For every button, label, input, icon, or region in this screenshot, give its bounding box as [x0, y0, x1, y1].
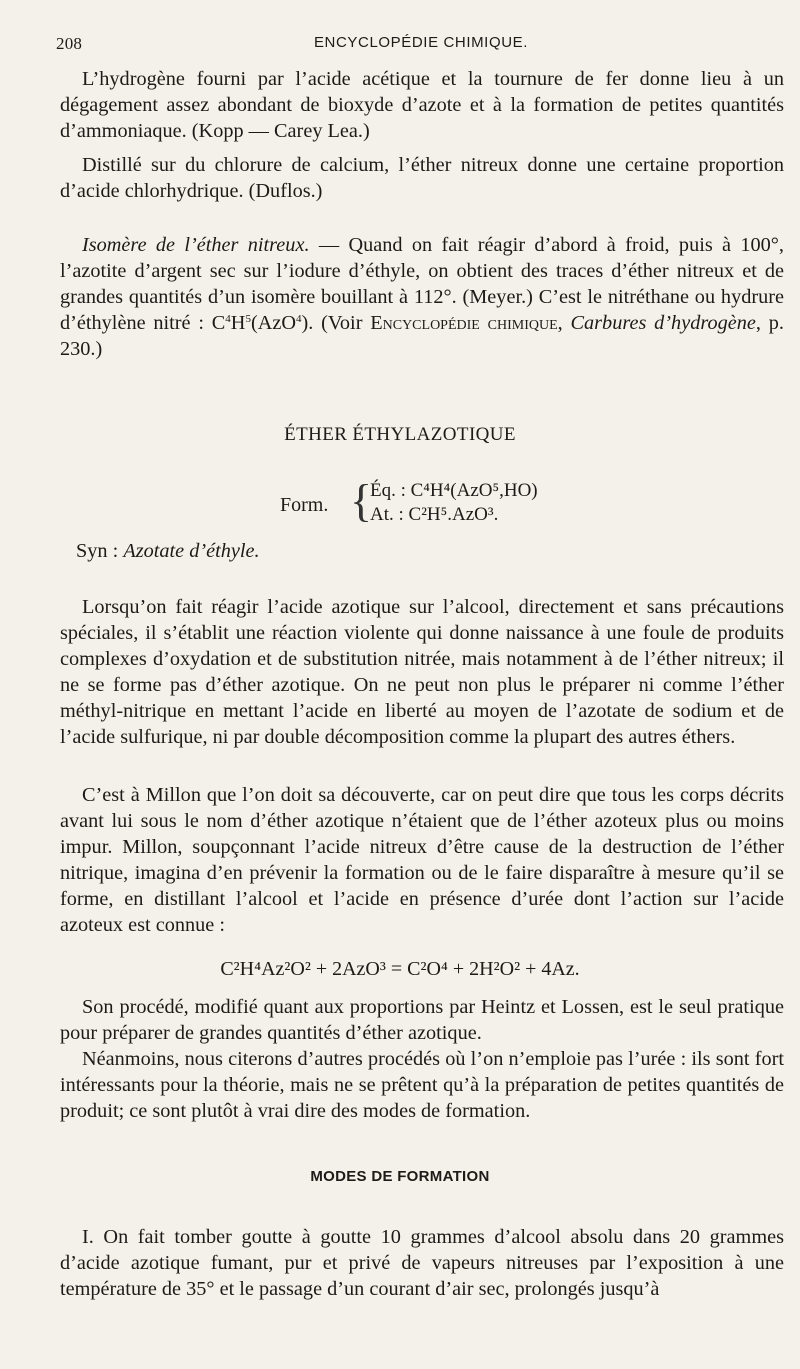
formula-block: [280, 474, 600, 534]
synonym-label: Syn :: [76, 540, 124, 562]
intro-paragraph-1: L’hydrogène fourni par l’acide acétique et la tournure de fer donne lieu à un dégagement assez abondant de bioxyde d’azote et à la formation de petites quantités d’ammoniaque. (Kopp — Carey Lea.): [60, 68, 784, 142]
synonym-line: [76, 540, 260, 563]
formula-label: Form.: [280, 494, 329, 516]
isomere-text: — Quand on fait réagir d’abord à froid, puis à 100°, l’azotite d’argent sec sur l’iodure d’éthyle, on obtient des traces d’éther nitreux et de grandes quantités d’un isomère bouillant à 112°. (Meyer.) C’est le nitréthane ou hydrure d’éthylène nitré : C: [60, 234, 784, 334]
formula-sup: 5: [245, 313, 251, 325]
modes-paragraph-1: I. On fait tomber goutte à goutte 10 grammes d’alcool absolu dans 20 grammes d’acide azotique fumant, pur et privé de vapeurs nitreuses par l’exposition à une température de 35° et le passage d’un courant d’air sec, prolongés jusqu’à: [60, 1226, 784, 1300]
brace-glyph: {: [350, 475, 373, 526]
cross-reference: Encyclopédie chimique: [370, 312, 558, 334]
body-paragraph-1: Lorsqu’on fait réagir l’acide azotique sur l’alcool, directement et sans précautions spéciales, il s’établit une réaction violente qui donne naissance à une foule de produits complexes d’oxydation et de substitution nitrée, mais notamment à de l’éther nitreux; il ne se forme pas d’éther azotique. On ne peut non plus le préparer ni comme l’éther méthyl-nitrique en mettant l’acide en liberté au moyen de l’azotate de sodium et de l’acide sulfurique, ni par double décomposition comme la plupart des autres éthers.: [60, 596, 784, 748]
formula-part: H: [230, 312, 246, 334]
section-title: ÉTHER ÉTHYLAZOTIQUE: [284, 424, 516, 445]
page-number: 208: [56, 34, 83, 53]
body-paragraph-2: C’est à Millon que l’on doit sa découverte, car on peut dire que tous les corps décrits avant lui sous le nom d’éther azotique n’étaient que de l’éther azoteux plus ou moins impur. Millon, soupçonnant l’acide nitreux d’être cause de la destruction de l’éther nitrique, imagina d’en prévenir la formation ou de le faire disparaître à mesure qu’il se forme, en distillant l’alcool et l’acide en présence d’urée dont l’action sur l’acide azoteux est connue :: [60, 784, 784, 936]
isomere-lead: Isomère de l’éther nitreux.: [82, 234, 310, 256]
reaction-equation: C²H⁴Az²O² + 2AzO³ = C²O⁴ + 2H²O² + 4Az.: [220, 958, 580, 980]
body-paragraph-3: Son procédé, modifié quant aux proportions par Heintz et Lossen, est le seul pratique pour préparer de grandes quantités d’éther azotique.: [60, 996, 784, 1044]
formula-part: (AzO: [250, 312, 297, 334]
isomere-text: ,: [557, 312, 571, 334]
isomere-text: , p. 230.): [60, 312, 784, 360]
cross-reference-title: Carbures d’hydrogène: [570, 312, 756, 334]
modes-title: MODES DE FORMATION: [310, 1168, 490, 1185]
running-header: [56, 34, 786, 58]
synonym-value: Azotate d’éthyle.: [123, 540, 260, 562]
formula-equivalent: Éq. : C⁴H⁴(AzO⁵,HO): [370, 480, 538, 501]
formula-sup: 4: [296, 313, 302, 325]
isomere-paragraph: [60, 232, 784, 362]
formula-atomic: At. : C²H⁵.AzO³.: [370, 504, 499, 525]
intro-paragraph-2: Distillé sur du chlorure de calcium, l’éther nitreux donne une certaine proportion d’acide chlorhydrique. (Duflos.): [60, 154, 784, 202]
formula-sup: 4: [225, 313, 231, 325]
body-paragraph-4: Néanmoins, nous citerons d’autres procédés où l’on n’emploie pas l’urée : ils sont fort intéressants pour la théorie, mais ne se prêtent qu’à la préparation de petites quantités de produit; ce sont plutôt à vrai dire des modes de formation.: [60, 1048, 784, 1122]
running-title: ENCYCLOPÉDIE CHIMIQUE.: [313, 34, 529, 51]
isomere-text: ). (Voir: [301, 312, 371, 334]
